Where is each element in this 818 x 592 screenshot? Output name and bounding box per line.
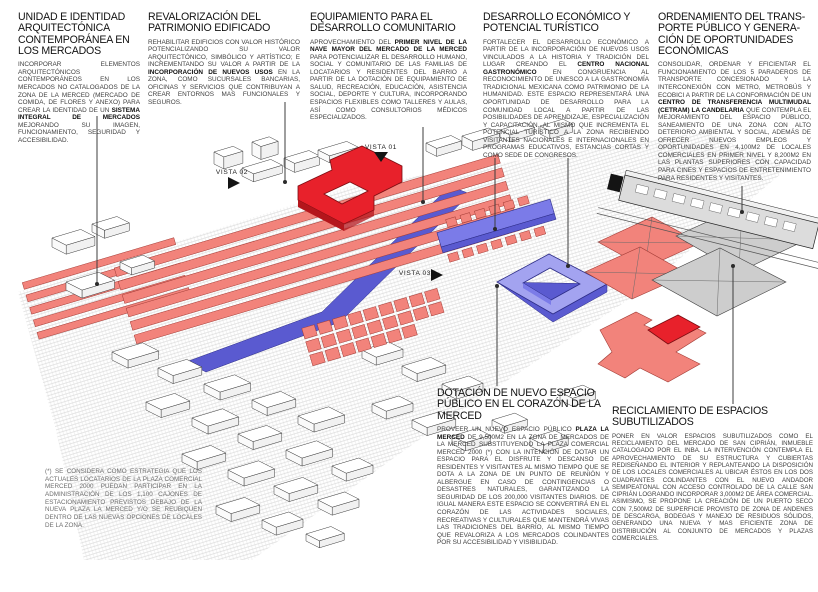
panel-title: UNIDAD E IDENTIDAD ARQUITECTÓNICA CONTEMPORÁNEA EN LOS MERCADOS — [18, 11, 130, 57]
panel-body: CONSOLIDAR, ORDENAR Y EFICIENTAR EL FUNCIONAMIENTO DE LOS 5 PARADEROS DE TRANSPORTE CONCESIONADO Y LA INTERCONEXIÓN CON METRO, METROBÚS Y ECOBICI A PARTIR DE LA CONFORMACIÓN DE UN CENTRO DE TRANSFERENCIA MULTIMUDAL (CETRAM) LA CANDELARIA QUE CONTEMPLA EL MEJORAMIENTO DEL ESPACIO PÚBLICO, SANEAMIENTO DE UNA ZONA CON ALTO DETERIORO AMBIENTAL Y SOCIAL, ADEMÁS DE OFRECER NUEVOS EMPLEOS Y OPORTUNIDADES EN 4,100M2 DE LOCALES COMERCIALES EN PRIMER NIVEL Y 8,200M2 EN LAS PLANTAS SUPERIORES CON CAPACIDAD PARA CINES Y ESPACIOS DE ENTRETENIMIENTO PARA RESIDENTES Y VISITANTES. — [658, 61, 811, 182]
panel-title: DOTACIÓN DE NUEVO ESPACIO PÚBLICO EN EL CORAZÓN DE LA MERCED — [437, 387, 601, 422]
vista-02-arrow-icon — [228, 177, 240, 189]
panel-title: EQUIPAMIENTO PARA EL DESARROLLO COMUNITARIO — [310, 11, 456, 35]
panel-body: INCORPORAR ELEMENTOS ARQUITECTÓNICOS CONTEMPORÁNEOS EN LOS MERCADOS NO CATALOGADOS DE LA ZONA DE LA MERCED (MERCADO DE COMIDA, DE FLORES Y ANEXO) PARA CREAR LA IDENTIDAD DE UN SISTEMA INTEGRAL DE MERCADOS MEJORANDO SU IMAGEN, FUNCIONAMIENTO, SEGURIDAD Y ACCESIBILIDAD. — [18, 61, 140, 144]
panel-reciclamiento — [612, 406, 813, 542]
panel-equipamiento — [310, 12, 467, 122]
panel-dotacion-espacio-publico — [437, 388, 609, 547]
panel-ordenamiento-transporte — [658, 12, 811, 182]
panel-body: FORTALECER EL DESARROLLO ECONÓMICO A PARTIR DE LA INCORPORACIÓN DE NUEVOS USOS VINCULADOS A LA HISTORIA Y TRADICIÓN DEL LUGAR CREANDO EL CENTRO NACIONAL GASTRONÓMICO EN CONGRUENCIA AL RECONOCIMIENTO DE UNESCO A LA GASTRONOMÍA TRADICIONAL MEXICANA COMO PATRIMONIO DE LA HUMANIDAD. ESTE ESPACIO REPRESENTARÁ UNA OPORTUNIDAD DE DESARROLLO PARA LA COMUNIDAD LOCAL A PARTIR DE LAS POSIBILIDADES DE APRENDIZAJE, ESPECIALIZACIÓN Y CAPACITACIÓN, AL MISMO QUE INCREMENTA EL POTENCIAL TURÍSTICO A LA ZONA RECIBIENDO VISITANTES NACIONALES E INTERNACIONALES EN PROGRAMAS EDUCATIVOS, ESTANCIAS CORTAS Y COMO SEDE DE CONGRESOS. — [483, 38, 649, 159]
panel-body: PONER EN VALOR ESPACIOS SUBUTILIZADOS COMO EL RECICLAMIENTO DEL MERCADO DE SAN CIPRIÁN, INMUEBLE CATALOGADO POR EL INBA. LA INTERVENCIÓN CONTEMPLA EL APROVECHAMIENTO DE SU ESTRUCTURA Y CUBIERTAS REDISEÑANDO EL INTERIOR Y REPLANTEANDO LA DISPOSICIÓN DE LOS LOCALES COMERCIALES AL UBICAR ÉSTOS EN LOS DOS CUADRANTES COLINDANTES CON EL NUEVO ANDADOR SEMIPEATONAL CON ACCESO CONTROLADO DE LA CALLE SAN CIPRIÁN LOGRANDO INCORPORAR 3,000M2 DE ÁREA COMERCIAL. ASIMISMO, SE PROPONE LA CREACIÓN DE UN PUERTO SECO CON 7,500M2 DE SUPERFICIE PROVISTO DE ZONA DE ANDENES DE DESCARGA, BODEGAS Y MANEJO DE RESIDUOS SÓLIDOS, GENERANDO UNA NUEVA Y MAS EFICIENTE ZONA DE DISTRIBUCIÓN AL CONJUNTO DE MERCADOS Y PLAZAS COMERCIALES. — [612, 432, 813, 543]
panel-revalorizacion — [148, 12, 300, 107]
vista-02-marker — [216, 169, 248, 189]
panel-body: REHABILITAR EDIFICIOS CON VALOR HISTÓRICO POTENCIALIZANDO SU VALOR ARQUITECTÓNICO, SIMBÓLICO Y ARTÍSTICO; E INCREMENTANDO SU VALOR A PARTIR DE LA INCORPORACIÓN DE NUEVOS USOS EN LA ZONA, COMO SUCURSALES BANCARIAS, OFICINAS Y SERVICIOS QUE CONTRIBUYAN A CREAR ENTORNOS MAS FUNCIONALES Y SEGUROS. — [148, 38, 300, 107]
panel-unidad-identidad — [18, 12, 140, 144]
panel-title: RECICLAMIENTO DE ESPACIOS SUBUTILIZADOS — [612, 405, 768, 429]
vista-02-label: VISTA 02 — [215, 169, 249, 176]
panel-desarrollo-economico — [483, 12, 649, 159]
panel-body: APROVECHAMIENTO DEL PRIMER NIVEL DE LA NAVE MAYOR DEL MERCADO DE LA MERCED PARA POTENCIALIZAR EL DESARROLLO HUMANO, SOCIAL Y COMUNITARIO DE LAS FAMILIAS DE LOCATARIOS Y RESIDENTES DEL BARRIO A PARTIR DE LA DOTACIÓN DE EQUIPAMIENTO DE SALUD, RECREACIÓN, EDUCACIÓN, ASISTENCIA SOCIAL, DEPORTE Y CULTURA, INCORPORANDO ESPACIOS FLEXIBLES COMO TALLERES Y AULAS, ASÍ COMO CONSULTORIOS MÉDICOS ESPECIALIZADOS. — [310, 38, 467, 122]
footnote: (*) SE CONSIDERA COMO ESTRATEGIA QUE LOS ACTUALES LOCATARIOS DE LA PLAZA COMERCIAL MERCED 2000 PUEDAN PARTICIPAR EN LA ADMINISTRACIÓN DE LOS 1,100 CAJONES DE ESTACIONAMIENTO PREVISTOS DEBAJO DE LA NUEVA PLAZA LA MERCED Y/O SE REUBIQUEN DENTRO DE LAS NUEVAS OPCIONES DE LOCALES DE LA ZONA. — [45, 468, 202, 529]
panel-title: ORDENAMIENTO DEL TRANS-PORTE PÚBLICO Y GENERA-CIÓN DE OPORTUNIDADES ECONÓMICAS — [658, 11, 806, 57]
panel-title: REVALORIZACIÓN DEL PATRIMONIO EDIFICADO — [148, 11, 271, 35]
vista-01-label: VISTA 01 — [364, 144, 398, 151]
panel-body: PROVEER UN NUEVO ESPACIO PÚBLICO PLAZA LA MERCED DE 9,500M2 EN LA ZONA DE MERCADOS DE LA MERCED SUBSTITUYENDO LA PLAZA COMERCIAL MERCED 2000 (*) CON LA INTENCIÓN DE DOTAR UN ESPACIO PARA EL DISFRUTE Y DESCANSO DE RESIDENTES Y VISITANTES AL MISMO TIEMPO QUE SE DOTA A LA ZONA DE UN PUNTO DE REUNIÓN Y ALBERGUE EN CASO DE CONTINGENCIAS O DESASTRES NATURALES, GARANTIZANDO LA SEGURIDAD DE LOS 200,000 VISITANTES DIARIOS. DE IGUAL MANERA ESTE ESPACIO SE CONVERTIRÁ EN EL CORAZÓN DE LAS ACTIVIDADES SOCIALES, RECREATIVAS Y CULTURALES QUE MANTENDRÁ VIVAS LAS TRADICIONES DEL BARRIO, AL MISMO TIEMPO QUE REVALORIZA A LOS MERCADOS COLINDANTES POR SU ACCESIBILIDAD Y VISIBILIDAD. — [437, 425, 609, 547]
panel-title: DESARROLLO ECONÓMICO Y POTENCIAL TURÍSTICO — [483, 11, 631, 35]
red-footprint-building — [598, 312, 706, 382]
vista-03-label: VISTA 03 — [398, 270, 432, 277]
